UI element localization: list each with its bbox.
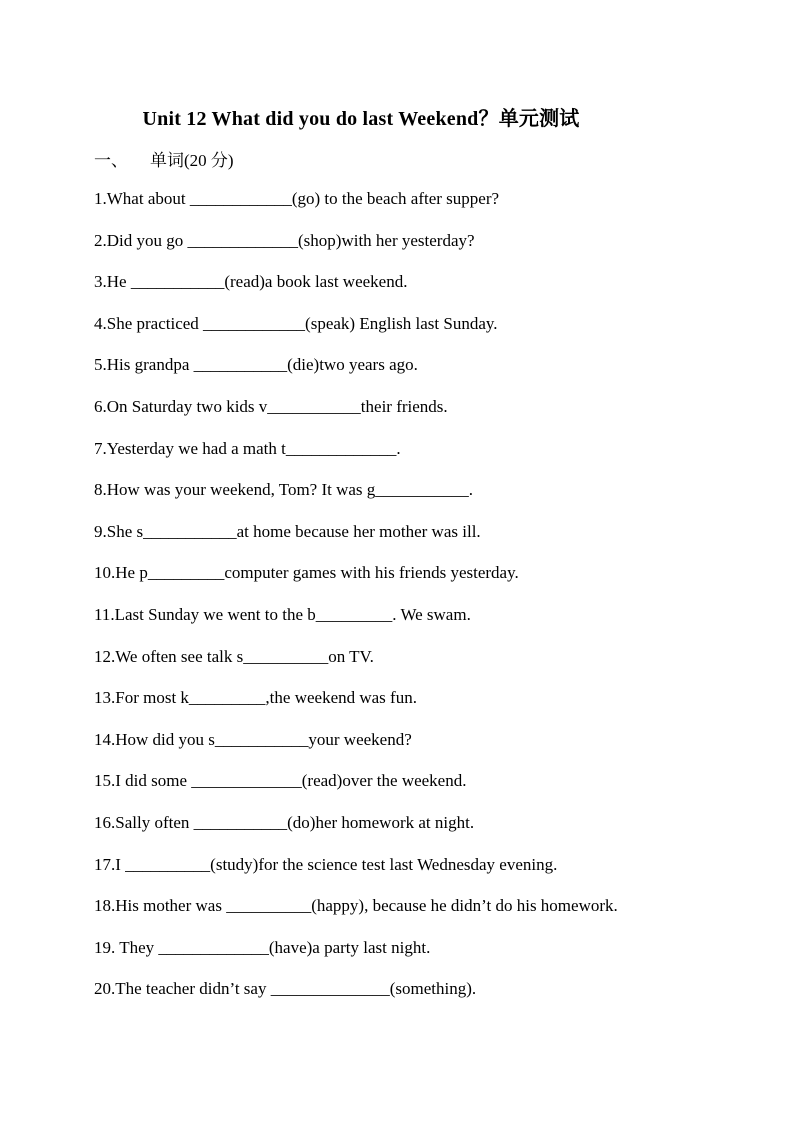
question-11: 11.Last Sunday we went to the b_________. We swam. bbox=[94, 604, 471, 624]
question-list bbox=[94, 187, 754, 1019]
question-9: 9.She s___________at home because her mother was ill. bbox=[94, 521, 481, 541]
question-20: 20.The teacher didn’t say ______________(something). bbox=[94, 979, 477, 999]
question-5: 5.His grandpa ___________(die)two years ago. bbox=[94, 355, 418, 375]
question-6: 6.On Saturday two kids v___________their friends. bbox=[94, 396, 448, 416]
question-12: 12.We often see talk s__________on TV. bbox=[94, 646, 374, 666]
page-title: Unit 12 What did you do last Weekend？单元测试 bbox=[142, 108, 580, 130]
question-10: 10.He p_________computer games with his friends yesterday. bbox=[94, 563, 519, 583]
section-heading bbox=[94, 146, 234, 171]
question-1: 1.What about ____________(go) to the beach after supper? bbox=[94, 189, 500, 208]
question-13: 13.For most k_________,the weekend was fun. bbox=[94, 688, 417, 708]
question-19: 19. They _____________(have)a party last night. bbox=[94, 937, 431, 957]
question-16: 16.Sally often ___________(do)her homework at night. bbox=[94, 812, 475, 832]
question-4: 4.She practiced ____________(speak) English last Sunday. bbox=[94, 313, 498, 333]
question-3: 3.He ___________(read)a book last weekend. bbox=[94, 272, 408, 292]
question-15: 15.I did some _____________(read)over the weekend. bbox=[94, 771, 467, 791]
question-7: 7.Yesterday we had a math t_____________. bbox=[94, 438, 401, 458]
section-title: 单词(20 分) bbox=[150, 151, 234, 170]
question-2: 2.Did you go _____________(shop)with her yesterday? bbox=[94, 230, 475, 250]
section-number: 一、 bbox=[94, 151, 128, 170]
question-8: 8.How was your weekend, Tom? It was g___________. bbox=[94, 480, 474, 500]
question-18: 18.His mother was __________(happy), because he didn’t do his homework. bbox=[94, 896, 618, 916]
question-14: 14.How did you s___________your weekend? bbox=[94, 729, 412, 749]
question-17: 17.I __________(study)for the science test last Wednesday evening. bbox=[94, 854, 558, 874]
